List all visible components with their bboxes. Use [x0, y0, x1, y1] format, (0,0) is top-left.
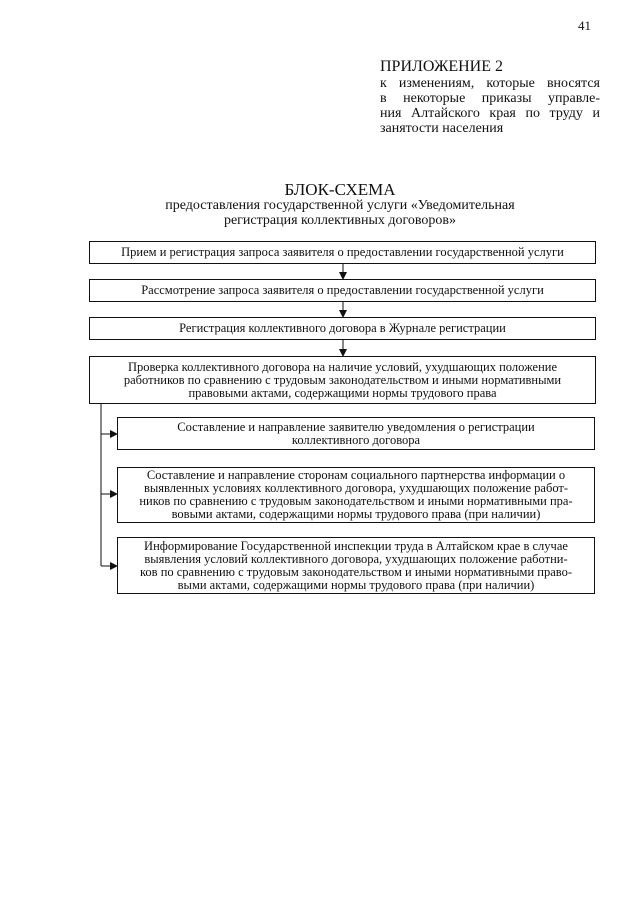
outcome-box-notification [117, 417, 595, 450]
appendix-line: ния Алтайского края по труду и [380, 106, 600, 121]
step-text-line: правовыми актами, содержащими нормы трудового права [188, 385, 497, 400]
scheme-subtitle-line: предоставления государственной услуги «Уведомительная [165, 198, 515, 213]
step-box-verification [89, 356, 596, 404]
step-box-reception [89, 241, 596, 264]
outcome-text-line: вовыми актами, содержащими нормы трудового права (при наличии) [171, 507, 541, 521]
outcome-text-line: выявленных условиях коллективного договора, ухудшающих положение работ- [143, 481, 569, 495]
appendix-line: занятости населения [380, 121, 504, 136]
outcome-text-line: коллективного договора [291, 432, 421, 447]
outcome-text-line: выми актами, содержащими нормы трудового права (при наличии) [177, 577, 535, 592]
appendix-title: ПРИЛОЖЕНИЕ 2 [380, 58, 504, 75]
step-box-review [89, 279, 596, 302]
outcome-box-labor-inspection [117, 537, 595, 594]
step-text: Регистрация коллективного договора в Журнале регистрации [179, 321, 506, 335]
page-number: 41 [578, 18, 591, 33]
outcome-box-social-partners [117, 467, 595, 523]
outcome-text-line: Составление и направление сторонам социального партнерства информации о [146, 468, 566, 482]
outcome-text-line: Информирование Государственной инспекции труда в Алтайском крае в случае [144, 538, 568, 553]
step-text: Прием и регистрация запроса заявителя о предоставлении государственной услуги [121, 245, 564, 259]
appendix-line: в некоторые приказы управле- [380, 91, 600, 106]
outcome-text-line: ков по сравнению с трудовым законодательством и иными нормативными право- [139, 564, 572, 579]
step-text-line: Проверка коллективного договора на наличие условий, ухудшающих положение [127, 359, 558, 374]
step-text: Рассмотрение запроса заявителя о предоставлении государственной услуги [141, 283, 544, 297]
outcome-text-line: Составление и направление заявителю уведомления о регистрации [177, 419, 535, 434]
appendix-line: к изменениям, которые вносятся [380, 76, 600, 91]
outcome-text-line: ников по сравнению с трудовым законодательством и иными нормативными пра- [139, 494, 573, 508]
outcome-text-line: выявления условий коллективного договора, ухудшающих положение работни- [144, 551, 568, 566]
scheme-subtitle-line: регистрация коллективных договоров» [223, 213, 457, 228]
step-text-line: работников по сравнению с трудовым законодательством и иными нормативными [123, 372, 562, 387]
step-box-registration [89, 317, 596, 340]
scheme-title: БЛОК-СХЕМА [284, 180, 396, 199]
